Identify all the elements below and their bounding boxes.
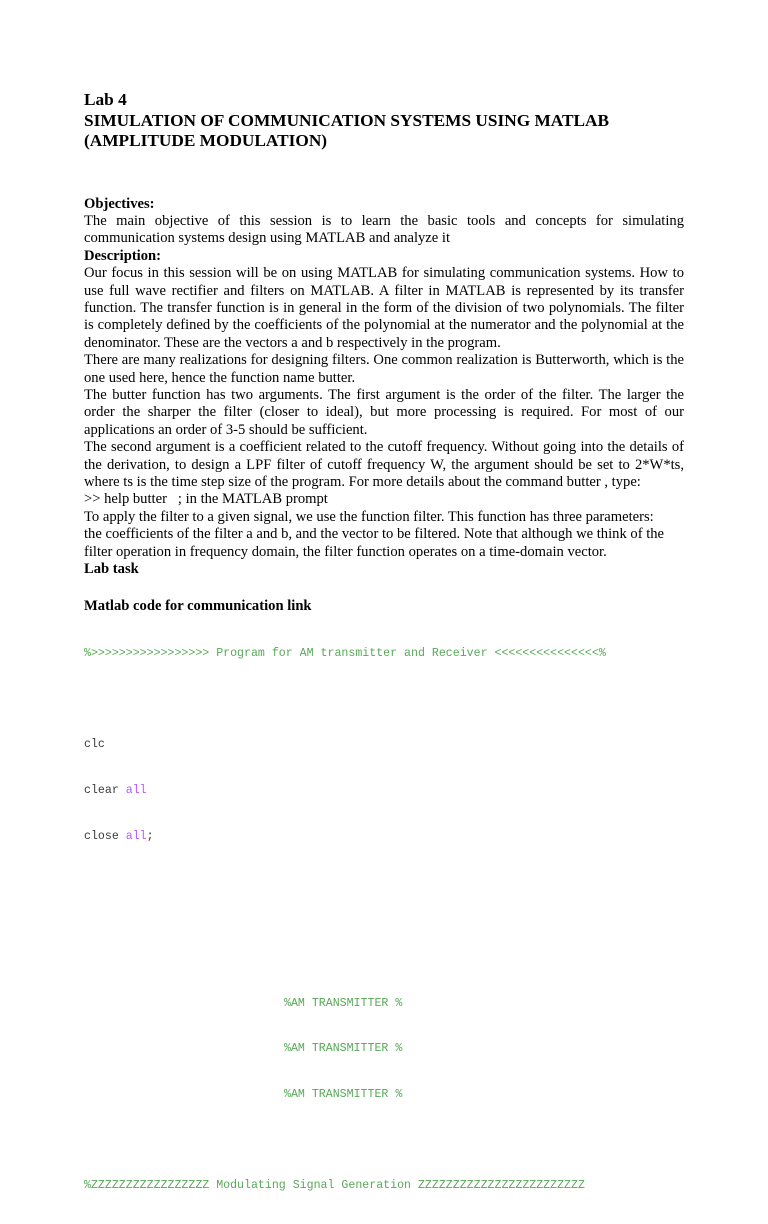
am-transmitter-comment: %AM TRANSMITTER % [284,1042,403,1056]
description-paragraph: There are many realizations for designing filters. One common realization is Butterworth, which is the one used here, hence the function name butter. [84,352,684,386]
objectives-heading: Objectives: [84,195,155,212]
document-page [84,0,684,1224]
lab-title [84,90,684,152]
lab-title-line-2: (AMPLITUDE MODULATION) [84,131,328,150]
help-command-line: >> help butter ; in the MATLAB prompt [84,491,328,508]
lab-task-heading: Lab task [84,561,139,578]
description-paragraph: Our focus in this session will be on using MATLAB for simulating communication systems. How to use full wave rectifier and filters on MATLAB. A filter in MATLAB is represented by its transfer function. The transfer function is in general in the form of the division of two polynomials. The filter is completely defined by the coefficients of the polynomial at the numerator and the polynomial at the denominator. These are the vectors a and b respectively in the program. [84,265,684,351]
modulating-signal-comment: %ZZZZZZZZZZZZZZZZZ Modulating Signal Generation ZZZZZZZZZZZZZZZZZZZZZZZZ [84,1179,585,1193]
description-heading: Description: [84,247,162,264]
description-paragraph: The butter function has two arguments. The first argument is the order of the filter. The larger the order the sharper the filter (closer to ideal), but more processing is required. For most of our applications an order of 3-5 should be sufficient. [84,386,684,438]
matlab-code-heading: Matlab code for communication link [84,598,312,615]
objectives-text: The main objective of this session is to learn the basic tools and concepts for simulating communication systems design using MATLAB and analyze it [84,212,684,247]
lab-number: Lab 4 [84,90,127,109]
description-paragraph: The second argument is a coefficient related to the cutoff frequency. Without going into the details of the derivation, to design a LPF filter of cutoff frequency W, the argument should be set to 2*W*ts, where ts is the time step size of the program. For more details about the command butter , type: [84,439,684,490]
am-transmitter-comment: %AM TRANSMITTER % [284,996,403,1010]
code-line-clear: clear all [84,784,147,798]
code-header-comment: %>>>>>>>>>>>>>>>>> Program for AM transmitter and Receiver <<<<<<<<<<<<<<<% [84,647,606,661]
code-line-close: close all; [84,829,154,843]
code-line-clc: clc [84,738,105,752]
lab-title-line-1: SIMULATION OF COMMUNICATION SYSTEMS USING MATLAB [84,110,610,130]
am-transmitter-comment: %AM TRANSMITTER % [284,1087,403,1101]
code-block [84,616,684,1224]
description-paragraph: To apply the filter to a given signal, we use the function filter. This function has three parameters: the coefficients of the filter a and b, and the vector to be filtered. Note that although we think of the filter operation in frequency domain, the filter function operates on a time-domain vector. [84,508,665,560]
